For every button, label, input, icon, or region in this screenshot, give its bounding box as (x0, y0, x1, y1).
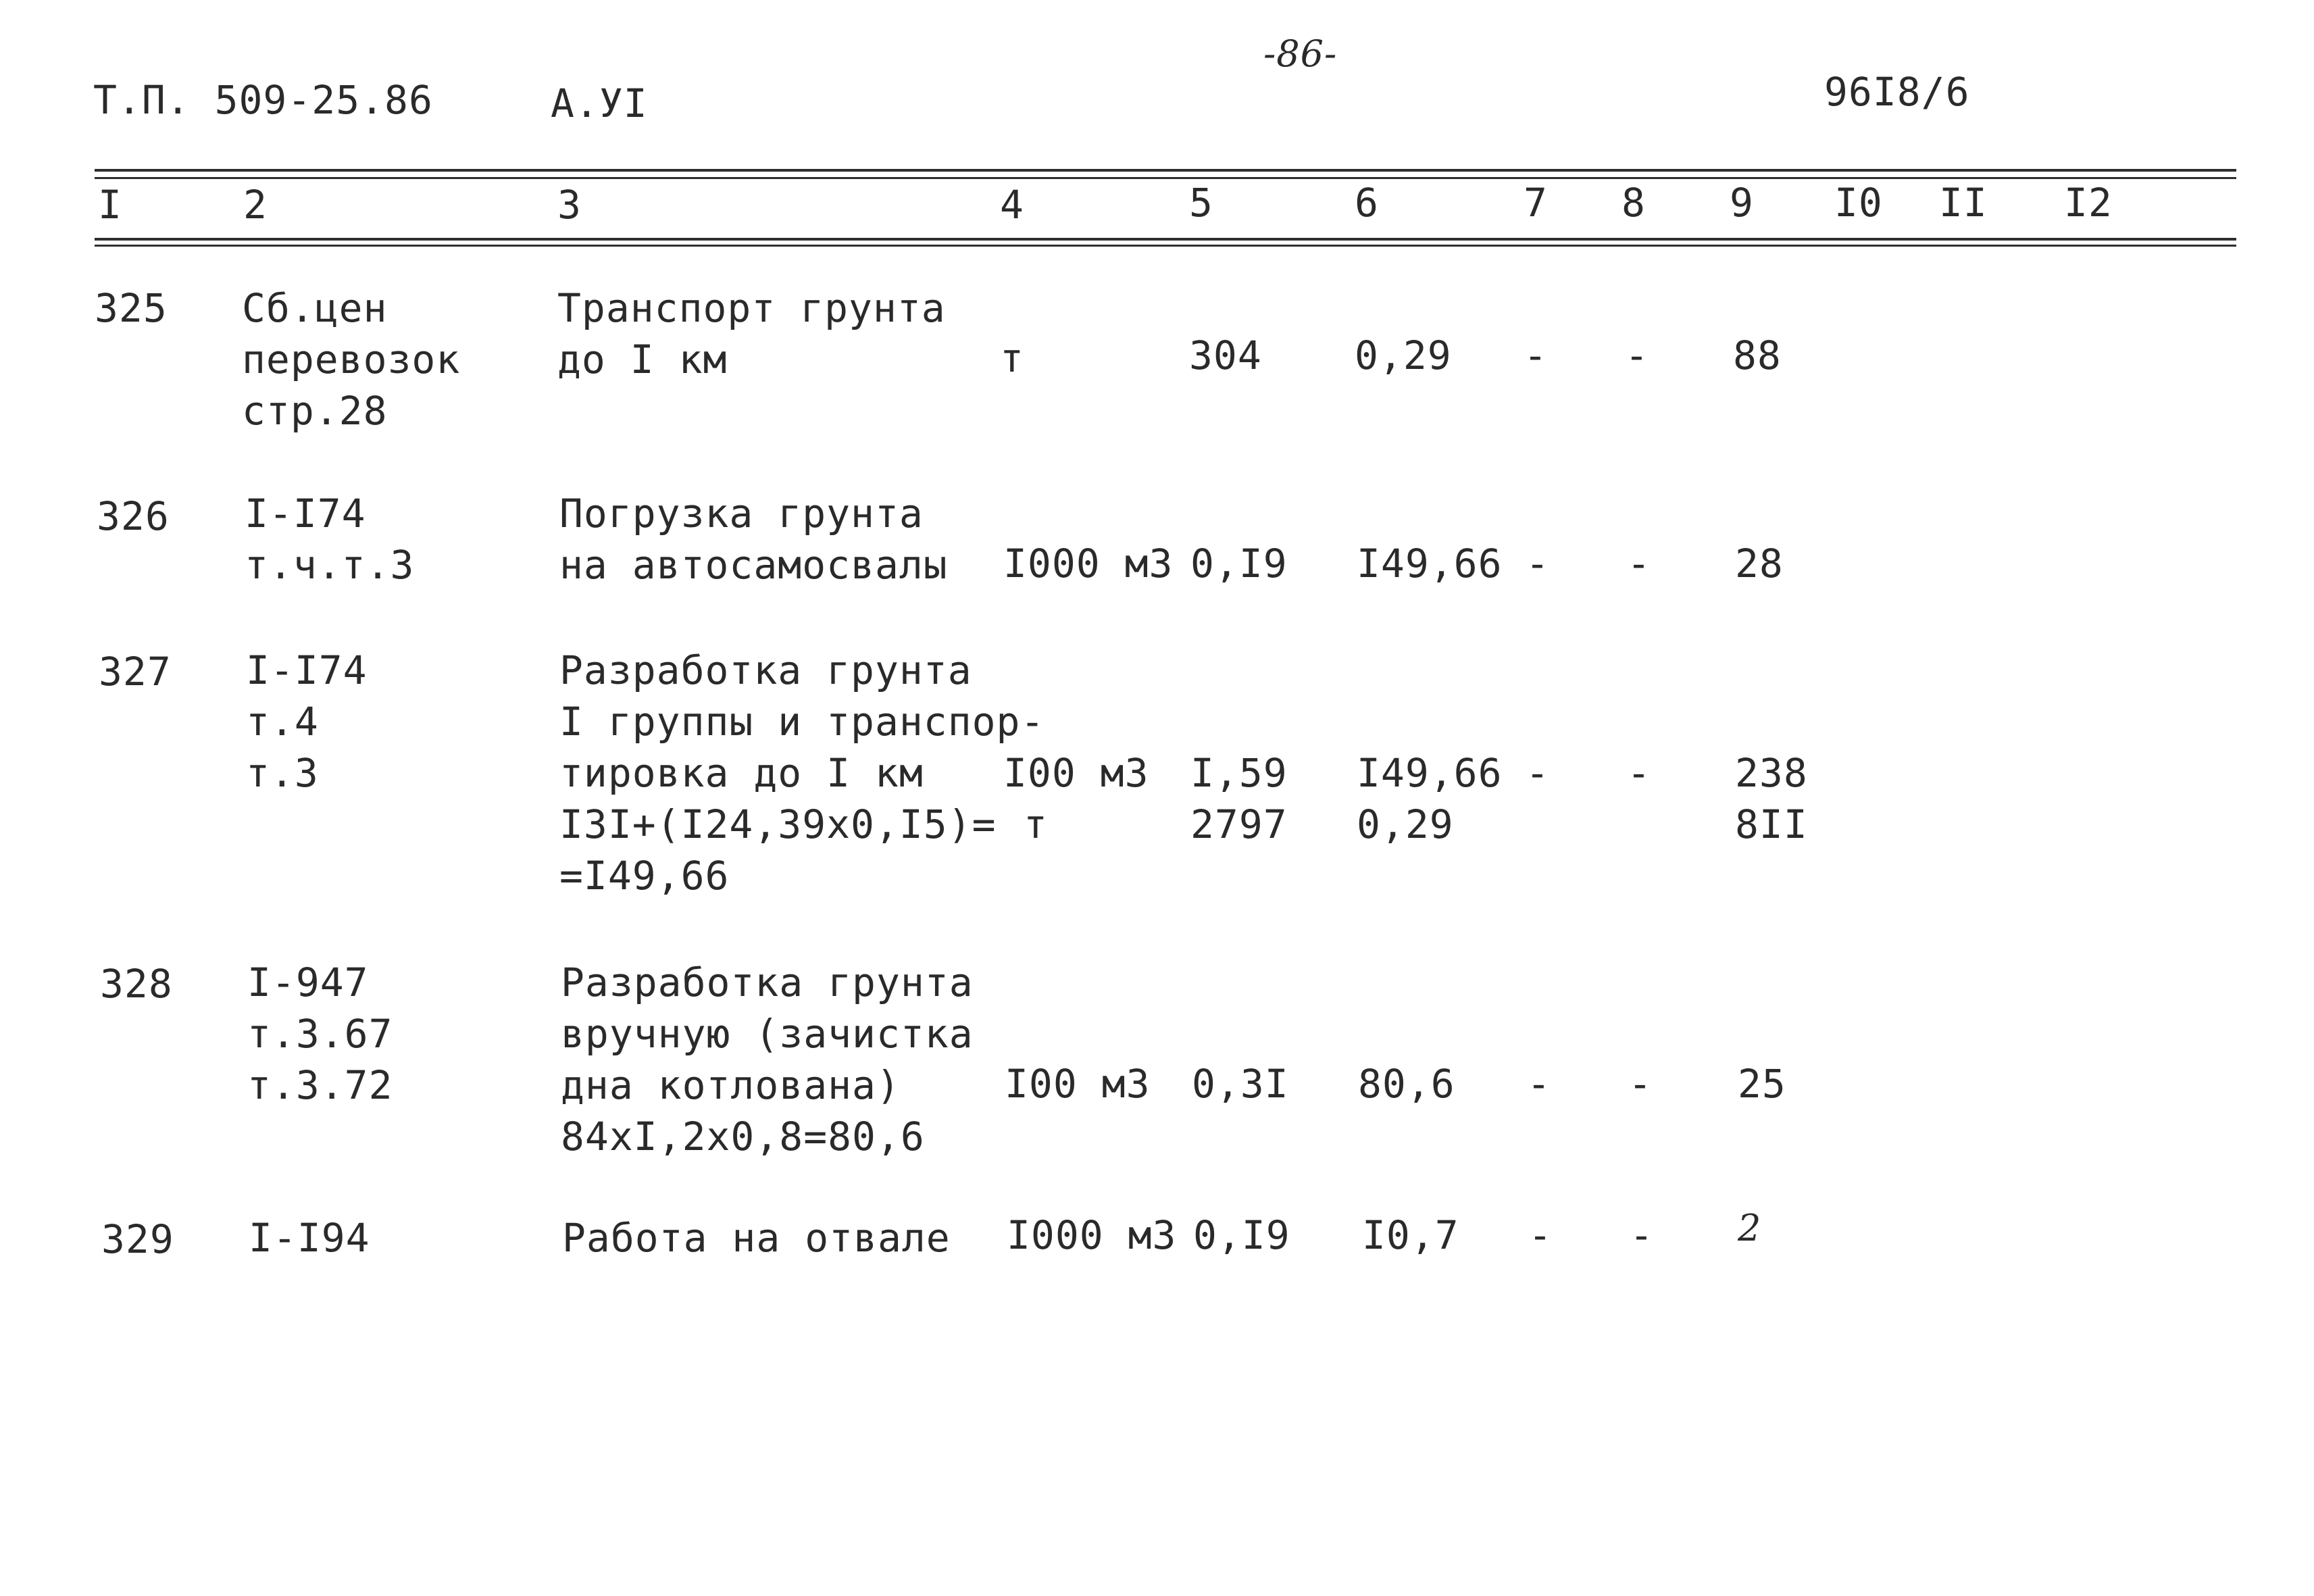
row-description (562, 1212, 951, 1264)
row-col8-dash: - (1627, 750, 1651, 796)
row-col7-dash: - (1528, 1212, 1553, 1258)
description-line: тировка до I км (559, 750, 924, 796)
description-line: дна котлована) (561, 1062, 901, 1108)
description-line: Разработка грунта (559, 647, 972, 693)
row-reference (246, 645, 368, 799)
row-total: 25 (1738, 1061, 1786, 1107)
column-header: I0 (1834, 180, 1883, 226)
row-number: 329 (101, 1216, 174, 1262)
row-unit: I000 м3 (1007, 1212, 1177, 1258)
header-top-rule-inner (95, 177, 2236, 179)
reference-line: стр.28 (242, 388, 388, 434)
row-col7-dash: - (1524, 332, 1548, 378)
description-line: Разработка грунта (561, 959, 974, 1005)
reference-line: I-I94 (249, 1215, 370, 1261)
column-header: 4 (1000, 182, 1024, 228)
reference-line: перевозок (242, 336, 461, 382)
row-unit: I00 м3 (1005, 1061, 1151, 1107)
row-unit: I000 м3 (1003, 541, 1174, 587)
header-top-rule (95, 169, 2236, 172)
reference-line: т.3.72 (247, 1062, 393, 1108)
reference-line: т.4 (246, 699, 319, 745)
description-line: Транспорт грунта (557, 285, 946, 331)
column-header: 3 (557, 182, 582, 228)
description-line: I группы и транспор- (559, 699, 1045, 745)
row-description (561, 957, 974, 1162)
reference-line: Сб.цен (242, 285, 388, 331)
row-reference (249, 1212, 370, 1264)
row-col7-dash: - (1526, 541, 1550, 587)
row-total-secondary: 8II (1735, 801, 1808, 847)
row-col7-dash: - (1526, 750, 1550, 796)
column-header: 5 (1189, 180, 1213, 226)
row-price: I49,66 (1357, 750, 1503, 796)
row-quantity: I,59 (1190, 750, 1288, 796)
row-col8-dash: - (1628, 1061, 1653, 1107)
document-code: Т.П. 509-25.86 (93, 77, 433, 123)
column-header: I2 (2064, 180, 2113, 226)
row-number: 328 (100, 961, 173, 1007)
row-number: 327 (99, 649, 172, 695)
row-col8-dash: - (1630, 1212, 1654, 1258)
row-reference (247, 957, 393, 1111)
description-line: на автосамосвалы (559, 542, 948, 588)
row-quantity-secondary: 2797 (1190, 801, 1288, 847)
row-number: 325 (95, 285, 168, 331)
row-reference (245, 488, 414, 591)
description-line: =I49,66 (559, 853, 730, 899)
reference-line: I-I74 (246, 647, 368, 693)
row-quantity: 0,I9 (1193, 1212, 1290, 1258)
row-reference (242, 282, 460, 437)
description-line: I3I+(I24,39х0,I5)= (559, 801, 997, 847)
row-unit: I00 м3 (1003, 750, 1149, 796)
row-description (557, 282, 946, 385)
description-line: вручную (зачистка (561, 1011, 974, 1057)
row-quantity: 304 (1189, 332, 1262, 378)
column-header: 7 (1524, 180, 1548, 226)
row-total: 88 (1733, 332, 1782, 378)
description-line: Погрузка грунта (559, 491, 924, 537)
reference-line: I-947 (247, 959, 369, 1005)
row-price-secondary: 0,29 (1357, 801, 1454, 847)
row-col8-dash: - (1627, 541, 1651, 587)
row-quantity: 0,I9 (1190, 541, 1288, 587)
column-header: 8 (1621, 180, 1646, 226)
reference-line: т.ч.т.3 (245, 542, 415, 588)
row-total: 2 (1738, 1207, 1762, 1249)
row-unit: т (1000, 335, 1024, 381)
row-total: 28 (1735, 541, 1784, 587)
column-header: II (1939, 180, 1988, 226)
row-price: I49,66 (1357, 541, 1503, 587)
row-total: 238 (1735, 750, 1808, 796)
reference-line: I-I74 (245, 491, 366, 537)
row-unit-secondary: т (1024, 801, 1048, 847)
description-line: 84хI,2х0,8=80,6 (561, 1114, 925, 1159)
header-bottom-rule-inner (95, 245, 2236, 247)
column-header: I (98, 182, 122, 228)
row-col7-dash: - (1527, 1061, 1551, 1107)
row-price: I0,7 (1362, 1212, 1459, 1258)
row-quantity: 0,3I (1192, 1061, 1289, 1107)
column-header: 6 (1355, 180, 1379, 226)
page-number: -86- (1263, 32, 1338, 75)
reference-line: т.3.67 (247, 1011, 393, 1057)
description-line: Работа на отвале (562, 1215, 951, 1261)
row-description (559, 645, 1045, 901)
row-col8-dash: - (1625, 332, 1649, 378)
sheet-code: 96I8/6 (1824, 69, 1970, 115)
row-price: 80,6 (1358, 1061, 1455, 1107)
album-label: А.УI (551, 80, 648, 126)
column-header: 2 (243, 182, 268, 228)
column-header: 9 (1730, 180, 1754, 226)
row-description (559, 488, 948, 591)
row-number: 326 (97, 493, 170, 539)
header-bottom-rule (95, 238, 2236, 241)
description-line: до I км (557, 336, 728, 382)
reference-line: т.3 (246, 750, 319, 796)
row-price: 0,29 (1355, 332, 1452, 378)
